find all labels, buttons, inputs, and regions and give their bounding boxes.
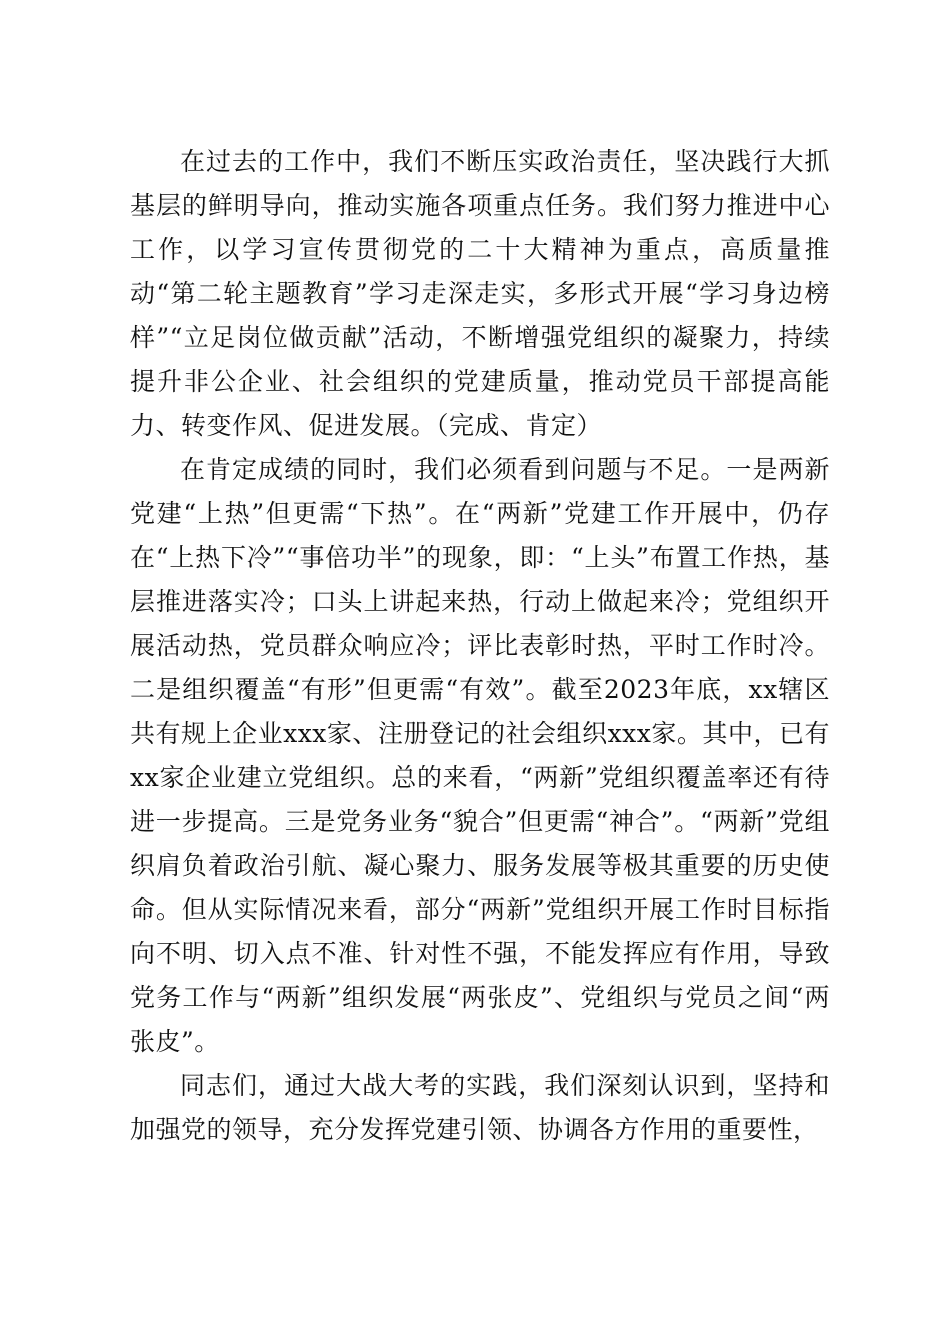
paragraph-conclusion: 同志们，通过大战大考的实践，我们深刻认识到，坚持和加强党的领导，充分发挥党建引领、协调各方作用的重要性， [130,1071,830,1144]
paragraph-achievements: 在过去的工作中，我们不断压实政治责任，坚决践行大抓基层的鲜明导向，推动实施各项重点任务。我们努力推进中心工作，以学习宣传贯彻党的二十大精神为重点，高质量推动“第二轮主题教育”学习走深走实，多形式开展“学习身边榜样”“立足岗位做贡献”活动，不断增强党组织的凝聚力，持续提升非公企业、社会组织的党建质量，推动党员干部提高能力、转变作风、促进发展。（完成、肯定） [130,147,830,440]
paragraph-problems: 在肯定成绩的同时，我们必须看到问题与不足。一是两新党建“上热”但更需“下热”。在“两新”党建工作开展中，仍存在“上热下冷”“事倍功半”的现象，即：“上头”布置工作热，基层推进落实冷；口头上讲起来热，行动上做起来冷；党组织开展活动热，党员群众响应冷；评比表彰时热，平时工作时冷。二是组织覆盖“有形”但更需“有效”。截至2023年底，xx辖区共有规上企业xxx家、注册登记的社会组织xxx家。其中，已有xx家企业建立党组织。总的来看，“两新”党组织覆盖率还有待进一步提高。三是党务业务“貌合”但更需“神合”。“两新”党组织肩负着政治引航、凝心聚力、服务发展等极其重要的历史使命。但从实际情况来看，部分“两新”党组织开展工作时目标指向不明、切入点不准、针对性不强，不能发挥应有作用，导致党务工作与“两新”组织发展“两张皮”、党组织与党员之间“两张皮”。 [130,455,830,1056]
document-body [130,140,830,1152]
